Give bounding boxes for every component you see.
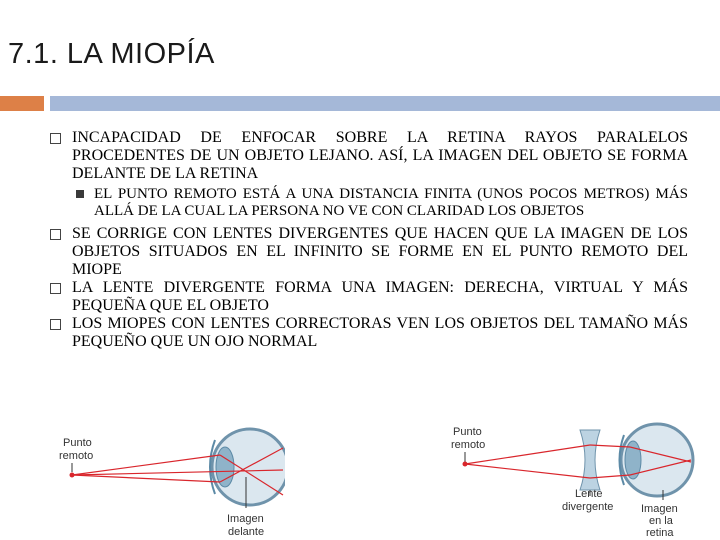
label-remoto: remoto [59, 450, 94, 462]
label-punto: Punto [453, 426, 482, 438]
bullet-item [48, 225, 688, 279]
label-en-la: en la [649, 515, 673, 527]
bullet-item [48, 315, 688, 351]
label-imagen: Imagen [641, 503, 678, 515]
sub-bullet-item [48, 186, 688, 220]
checkbox-bullet-icon [50, 283, 61, 294]
crystalline-lens [216, 447, 234, 487]
checkbox-bullet-icon [50, 229, 61, 240]
checkbox-bullet-icon [50, 319, 61, 330]
bullet-text: SE CORRIGE CON LENTES DIVERGENTES QUE HACEN QUE LA IMAGEN DE LOS OBJETOS SITUADOS EN EL INFINITO SE FORME EN EL PUNTO REMOTO DEL MIOPE [72, 225, 688, 278]
bullet-text: INCAPACIDAD DE ENFOCAR SOBRE LA RETINA RAYOS PARALELOS PROCEDENTES DE UN OBJETO LEJANO. ASÍ, LA IMAGEN DEL OBJETO SE FORMA DELANTE DE LA RETINA [72, 129, 688, 182]
diverging-lens [580, 430, 600, 490]
label-imagen: Imagen [227, 513, 264, 525]
label-remoto: remoto [451, 439, 486, 451]
bullet-item [48, 279, 688, 315]
label-retina: retina [646, 527, 674, 539]
myopia-eye-diagram [55, 420, 285, 540]
bullet-item [48, 129, 688, 183]
bullet-list [48, 129, 688, 351]
slide-title: 7.1. LA MIOPÍA [8, 38, 215, 70]
square-bullet-icon [76, 190, 84, 198]
accent-bar-orange [0, 96, 44, 111]
label-lente: Lente [575, 488, 603, 500]
bullet-text: LA LENTE DIVERGENTE FORMA UNA IMAGEN: DERECHA, VIRTUAL Y MÁS PEQUEÑA QUE EL OBJETO [72, 279, 688, 314]
sub-bullet-text: EL PUNTO REMOTO ESTÁ A UNA DISTANCIA FINITA (UNOS POCOS METROS) MÁS ALLÁ DE LA CUAL LA PERSONA NO VE CON CLARIDAD LOS OBJETOS [94, 186, 688, 219]
bullet-text: LOS MIOPES CON LENTES CORRECTORAS VEN LOS OBJETOS DEL TAMAÑO MÁS PEQUEÑO QUE UN OJO NORMAL [72, 315, 688, 350]
label-delante: delante [228, 526, 265, 538]
label-punto: Punto [63, 437, 92, 449]
ray [465, 464, 590, 478]
label-divergente: divergente [562, 501, 614, 513]
accent-bar-blue [50, 96, 720, 111]
corrected-myopia-diagram [445, 420, 695, 540]
checkbox-bullet-icon [50, 133, 61, 144]
ray [72, 475, 220, 482]
